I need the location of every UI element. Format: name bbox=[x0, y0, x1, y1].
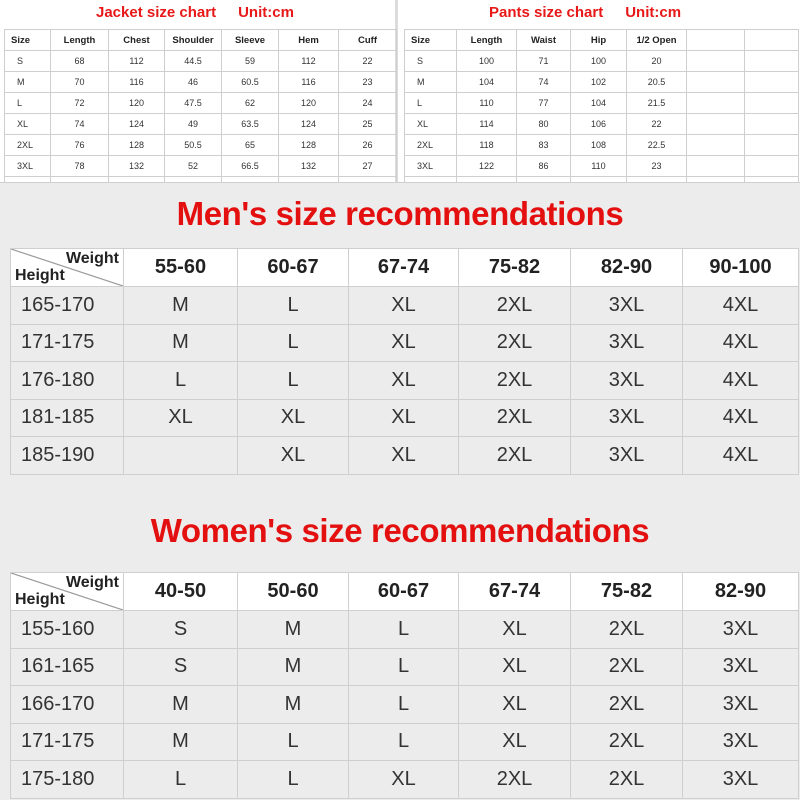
women-weight-header: 60-67 bbox=[349, 573, 459, 611]
pants-table-cell: 110 bbox=[571, 156, 627, 177]
women-table-row bbox=[11, 761, 799, 799]
jacket-table-cell: 65 bbox=[222, 135, 279, 156]
jacket-table-cell: 26 bbox=[339, 135, 397, 156]
jacket-table-cell: 27 bbox=[339, 156, 397, 177]
pants-table-cell: 108 bbox=[571, 135, 627, 156]
pants-table-cell bbox=[745, 93, 799, 114]
men-height-label: Height bbox=[15, 267, 65, 284]
women-size-cell: L bbox=[349, 686, 459, 724]
pants-table-row bbox=[405, 51, 799, 72]
men-size-cell: XL bbox=[349, 437, 459, 475]
jacket-table-cell: 124 bbox=[109, 114, 165, 135]
women-recommendations-title: Women's size recommendations bbox=[150, 512, 650, 549]
pants-table-row bbox=[405, 135, 799, 156]
jacket-column-header: Shoulder bbox=[165, 30, 222, 51]
pants-table-row bbox=[405, 114, 799, 135]
pants-table-cell: XL bbox=[405, 114, 457, 135]
men-size-cell: 2XL bbox=[459, 437, 571, 475]
jacket-table-cell: L bbox=[5, 93, 51, 114]
jacket-table-cell: 76 bbox=[51, 135, 109, 156]
men-size-cell: M bbox=[124, 287, 238, 325]
women-height-cell: 175-180 bbox=[11, 761, 124, 799]
pants-column-header bbox=[687, 30, 745, 51]
pants-size-table bbox=[404, 29, 799, 198]
women-size-cell: 2XL bbox=[571, 611, 683, 649]
pants-table-cell: 102 bbox=[571, 72, 627, 93]
pants-table-cell: 22.5 bbox=[627, 135, 687, 156]
men-size-cell: 4XL bbox=[683, 324, 799, 362]
pants-table-row bbox=[405, 93, 799, 114]
pants-table-cell bbox=[687, 72, 745, 93]
pants-column-header: Length bbox=[457, 30, 517, 51]
women-recommendations-table bbox=[10, 572, 799, 799]
men-size-cell: XL bbox=[349, 287, 459, 325]
jacket-table-cell: 78 bbox=[51, 156, 109, 177]
pants-column-header bbox=[745, 30, 799, 51]
jacket-column-header: Hem bbox=[279, 30, 339, 51]
jacket-column-header: Size bbox=[5, 30, 51, 51]
women-weight-label: Weight bbox=[65, 574, 119, 591]
women-size-cell: 3XL bbox=[683, 648, 799, 686]
jacket-column-header: Cuff bbox=[339, 30, 397, 51]
women-size-cell: 3XL bbox=[683, 686, 799, 724]
pants-column-header: Hip bbox=[571, 30, 627, 51]
pants-table-cell bbox=[745, 114, 799, 135]
women-size-cell: XL bbox=[349, 761, 459, 799]
pants-column-header: Waist bbox=[517, 30, 571, 51]
men-table-body bbox=[11, 249, 799, 475]
men-weight-header: 67-74 bbox=[349, 249, 459, 287]
men-size-cell: 3XL bbox=[571, 399, 683, 437]
jacket-header-row bbox=[5, 30, 397, 51]
jacket-table-cell: 128 bbox=[109, 135, 165, 156]
women-size-cell: 3XL bbox=[683, 611, 799, 649]
men-size-cell: 3XL bbox=[571, 362, 683, 400]
jacket-table-cell: 116 bbox=[109, 72, 165, 93]
men-size-cell: XL bbox=[349, 324, 459, 362]
jacket-table-cell: 128 bbox=[279, 135, 339, 156]
jacket-table-cell: 120 bbox=[279, 93, 339, 114]
men-header-row bbox=[11, 249, 799, 287]
women-size-cell: L bbox=[124, 761, 238, 799]
pants-table-cell: 114 bbox=[457, 114, 517, 135]
pants-table-row bbox=[405, 156, 799, 177]
jacket-table-cell: 120 bbox=[109, 93, 165, 114]
men-size-cell: XL bbox=[349, 362, 459, 400]
men-weight-header: 60-67 bbox=[238, 249, 349, 287]
men-size-cell: L bbox=[238, 362, 349, 400]
women-size-cell: XL bbox=[459, 686, 571, 724]
pants-table-cell bbox=[745, 135, 799, 156]
jacket-table-cell: M bbox=[5, 72, 51, 93]
women-table-row bbox=[11, 686, 799, 724]
women-weight-header: 50-60 bbox=[238, 573, 349, 611]
men-size-cell: 4XL bbox=[683, 437, 799, 475]
pants-table-cell: 100 bbox=[457, 51, 517, 72]
jacket-table-cell: 59 bbox=[222, 51, 279, 72]
jacket-table-cell: 112 bbox=[279, 51, 339, 72]
men-size-cell: L bbox=[238, 324, 349, 362]
men-size-cell: XL bbox=[238, 437, 349, 475]
jacket-table-cell: 63.5 bbox=[222, 114, 279, 135]
women-size-cell: M bbox=[238, 686, 349, 724]
women-size-cell: M bbox=[124, 686, 238, 724]
jacket-table-cell: 60.5 bbox=[222, 72, 279, 93]
women-size-cell: 2XL bbox=[459, 761, 571, 799]
jacket-table-cell: 112 bbox=[109, 51, 165, 72]
men-weight-header: 75-82 bbox=[459, 249, 571, 287]
jacket-table-body bbox=[5, 30, 397, 198]
women-table-row bbox=[11, 723, 799, 761]
pants-table-cell: 100 bbox=[571, 51, 627, 72]
men-size-cell: 3XL bbox=[571, 437, 683, 475]
pants-table-cell: 71 bbox=[517, 51, 571, 72]
women-size-cell: S bbox=[124, 611, 238, 649]
men-recommendations-table bbox=[10, 248, 799, 475]
jacket-table-cell: 132 bbox=[279, 156, 339, 177]
pants-table-cell: 80 bbox=[517, 114, 571, 135]
pants-table-cell: M bbox=[405, 72, 457, 93]
men-size-cell: 2XL bbox=[459, 399, 571, 437]
pants-table-cell: 110 bbox=[457, 93, 517, 114]
women-size-cell: M bbox=[238, 611, 349, 649]
men-size-cell: 4XL bbox=[683, 362, 799, 400]
men-recommendations-title: Men's size recommendations bbox=[176, 195, 624, 232]
men-size-cell: 3XL bbox=[571, 287, 683, 325]
pants-chart-title bbox=[489, 4, 681, 21]
pants-table-cell: 20.5 bbox=[627, 72, 687, 93]
women-size-cell: 3XL bbox=[683, 761, 799, 799]
pants-table-cell: 2XL bbox=[405, 135, 457, 156]
jacket-table-cell: 47.5 bbox=[165, 93, 222, 114]
pants-table-cell: 122 bbox=[457, 156, 517, 177]
men-size-cell: 2XL bbox=[459, 362, 571, 400]
women-size-cell: L bbox=[349, 648, 459, 686]
jacket-table-row bbox=[5, 51, 397, 72]
pants-table-cell: 104 bbox=[457, 72, 517, 93]
pants-title-text: Pants size chart bbox=[489, 4, 604, 21]
women-size-cell: XL bbox=[459, 648, 571, 686]
pants-table-cell: 23 bbox=[627, 156, 687, 177]
men-size-cell: XL bbox=[349, 399, 459, 437]
jacket-title-text: Jacket size chart bbox=[96, 4, 217, 21]
jacket-size-table bbox=[4, 29, 397, 198]
jacket-column-header: Length bbox=[51, 30, 109, 51]
jacket-table-row bbox=[5, 156, 397, 177]
women-size-cell: S bbox=[124, 648, 238, 686]
men-table-row bbox=[11, 399, 799, 437]
women-weight-header: 67-74 bbox=[459, 573, 571, 611]
pants-table-cell: 106 bbox=[571, 114, 627, 135]
pants-table-cell bbox=[687, 93, 745, 114]
pants-header-row bbox=[405, 30, 799, 51]
women-size-cell: M bbox=[124, 723, 238, 761]
women-size-cell: L bbox=[238, 761, 349, 799]
jacket-table-cell: 70 bbox=[51, 72, 109, 93]
jacket-table-cell: 44.5 bbox=[165, 51, 222, 72]
pants-table-cell bbox=[745, 156, 799, 177]
pants-column-header: 1/2 Open bbox=[627, 30, 687, 51]
pants-table-cell bbox=[687, 135, 745, 156]
men-height-cell: 181-185 bbox=[11, 399, 124, 437]
jacket-column-header: Sleeve bbox=[222, 30, 279, 51]
men-table-row bbox=[11, 437, 799, 475]
men-height-cell: 176-180 bbox=[11, 362, 124, 400]
jacket-table-cell: 62 bbox=[222, 93, 279, 114]
women-height-label: Height bbox=[15, 591, 65, 608]
jacket-table-cell: 3XL bbox=[5, 156, 51, 177]
women-size-cell: L bbox=[349, 723, 459, 761]
pants-table-cell: 22 bbox=[627, 114, 687, 135]
men-size-cell bbox=[124, 437, 238, 475]
jacket-table-cell: XL bbox=[5, 114, 51, 135]
women-size-cell: 2XL bbox=[571, 723, 683, 761]
pants-table-cell: 118 bbox=[457, 135, 517, 156]
men-size-cell: L bbox=[124, 362, 238, 400]
pants-table-cell: 86 bbox=[517, 156, 571, 177]
jacket-table-row bbox=[5, 135, 397, 156]
men-size-cell: M bbox=[124, 324, 238, 362]
pants-table-cell bbox=[745, 51, 799, 72]
jacket-table-cell: 23 bbox=[339, 72, 397, 93]
jacket-table-cell: 49 bbox=[165, 114, 222, 135]
jacket-table-row bbox=[5, 114, 397, 135]
jacket-table-cell: S bbox=[5, 51, 51, 72]
women-height-cell: 171-175 bbox=[11, 723, 124, 761]
women-size-cell: 2XL bbox=[571, 686, 683, 724]
jacket-table-cell: 66.5 bbox=[222, 156, 279, 177]
pants-table-cell bbox=[687, 51, 745, 72]
pants-table-cell: 83 bbox=[517, 135, 571, 156]
women-recommendations-section bbox=[0, 500, 800, 800]
men-size-cell: 3XL bbox=[571, 324, 683, 362]
jacket-column-header: Chest bbox=[109, 30, 165, 51]
men-corner-cell bbox=[11, 249, 124, 287]
women-table-row bbox=[11, 648, 799, 686]
women-size-cell: 2XL bbox=[571, 648, 683, 686]
jacket-table-cell: 25 bbox=[339, 114, 397, 135]
women-weight-header: 75-82 bbox=[571, 573, 683, 611]
jacket-table-row bbox=[5, 72, 397, 93]
pants-table-cell: S bbox=[405, 51, 457, 72]
men-height-cell: 165-170 bbox=[11, 287, 124, 325]
men-recommendations-section bbox=[0, 182, 800, 500]
women-height-cell: 161-165 bbox=[11, 648, 124, 686]
men-weight-header: 90-100 bbox=[683, 249, 799, 287]
pants-table-body bbox=[405, 30, 799, 198]
jacket-table-cell: 2XL bbox=[5, 135, 51, 156]
men-table-row bbox=[11, 324, 799, 362]
jacket-unit-text: Unit:cm bbox=[238, 4, 294, 21]
women-size-cell: XL bbox=[459, 723, 571, 761]
pants-table-row bbox=[405, 72, 799, 93]
men-weight-header: 82-90 bbox=[571, 249, 683, 287]
pants-column-header: Size bbox=[405, 30, 457, 51]
women-table-row bbox=[11, 611, 799, 649]
women-table-body bbox=[11, 573, 799, 799]
men-size-cell: 4XL bbox=[683, 399, 799, 437]
jacket-table-row bbox=[5, 93, 397, 114]
jacket-table-cell: 52 bbox=[165, 156, 222, 177]
pants-table-cell: 3XL bbox=[405, 156, 457, 177]
pants-table-cell bbox=[687, 114, 745, 135]
men-height-cell: 171-175 bbox=[11, 324, 124, 362]
jacket-table-cell: 46 bbox=[165, 72, 222, 93]
women-weight-header: 40-50 bbox=[124, 573, 238, 611]
pants-table-cell: 20 bbox=[627, 51, 687, 72]
men-weight-header: 55-60 bbox=[124, 249, 238, 287]
pants-table-cell: L bbox=[405, 93, 457, 114]
women-corner-cell bbox=[11, 573, 124, 611]
jacket-table-cell: 124 bbox=[279, 114, 339, 135]
jacket-table-cell: 50.5 bbox=[165, 135, 222, 156]
pants-table-cell bbox=[745, 72, 799, 93]
jacket-table-cell: 22 bbox=[339, 51, 397, 72]
pants-table-cell bbox=[687, 156, 745, 177]
women-height-cell: 155-160 bbox=[11, 611, 124, 649]
women-size-cell: 3XL bbox=[683, 723, 799, 761]
jacket-table-cell: 132 bbox=[109, 156, 165, 177]
men-height-cell: 185-190 bbox=[11, 437, 124, 475]
men-table-row bbox=[11, 362, 799, 400]
women-size-cell: XL bbox=[459, 611, 571, 649]
pants-table-cell: 77 bbox=[517, 93, 571, 114]
women-size-cell: M bbox=[238, 648, 349, 686]
jacket-size-chart bbox=[0, 0, 398, 182]
jacket-chart-title bbox=[96, 4, 294, 21]
men-size-cell: L bbox=[238, 287, 349, 325]
jacket-table-cell: 72 bbox=[51, 93, 109, 114]
men-table-row bbox=[11, 287, 799, 325]
jacket-table-cell: 68 bbox=[51, 51, 109, 72]
pants-table-cell: 74 bbox=[517, 72, 571, 93]
women-size-cell: L bbox=[349, 611, 459, 649]
women-size-cell: L bbox=[238, 723, 349, 761]
jacket-table-cell: 24 bbox=[339, 93, 397, 114]
pants-size-chart bbox=[401, 0, 800, 182]
men-weight-label: Weight bbox=[65, 250, 119, 267]
men-size-cell: XL bbox=[124, 399, 238, 437]
men-size-cell: 2XL bbox=[459, 287, 571, 325]
pants-unit-text: Unit:cm bbox=[625, 4, 682, 21]
pants-table-cell: 104 bbox=[571, 93, 627, 114]
women-header-row bbox=[11, 573, 799, 611]
women-size-cell: 2XL bbox=[571, 761, 683, 799]
women-weight-header: 82-90 bbox=[683, 573, 799, 611]
jacket-table-cell: 74 bbox=[51, 114, 109, 135]
men-size-cell: XL bbox=[238, 399, 349, 437]
jacket-table-cell: 116 bbox=[279, 72, 339, 93]
pants-table-cell: 21.5 bbox=[627, 93, 687, 114]
women-height-cell: 166-170 bbox=[11, 686, 124, 724]
men-size-cell: 2XL bbox=[459, 324, 571, 362]
men-size-cell: 4XL bbox=[683, 287, 799, 325]
